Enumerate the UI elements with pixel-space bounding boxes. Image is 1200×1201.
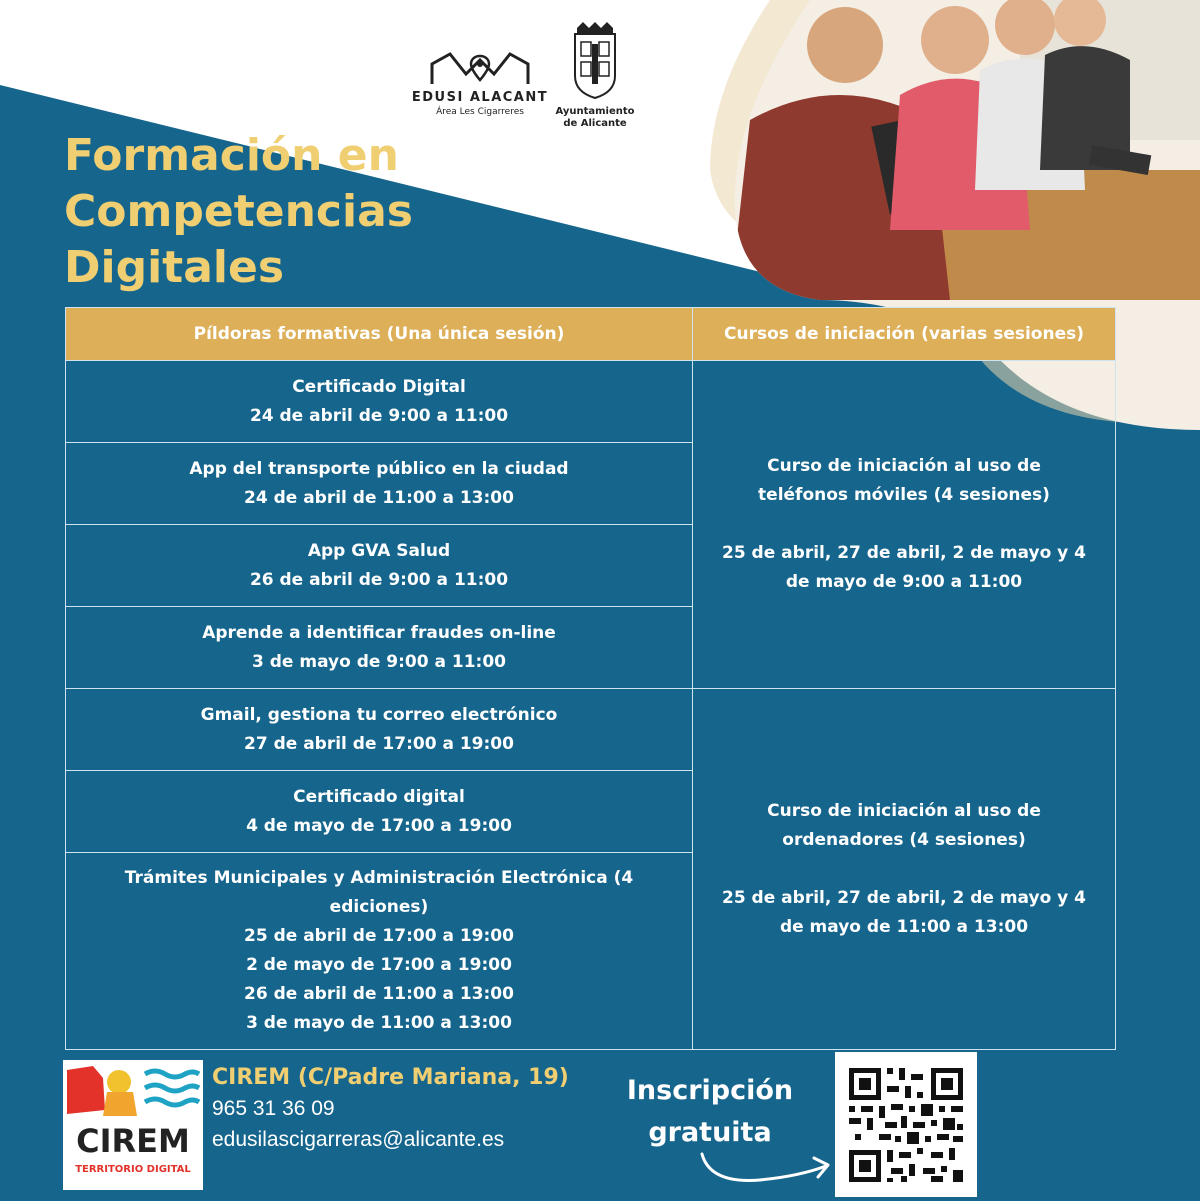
cirem-address: CIREM (C/Padre Mariana, 19) — [212, 1065, 569, 1090]
coat-of-arms-icon — [565, 20, 625, 102]
table-header-row — [66, 308, 1116, 361]
pildora-title: Certificado digital — [293, 786, 465, 807]
header-cursos: Cursos de iniciación (varias sesiones) — [693, 308, 1116, 361]
ayuntamiento-line1: Ayuntamiento — [555, 106, 635, 117]
pildora-title: Aprende a identificar fraudes on-line — [202, 622, 556, 643]
cirem-logo — [63, 1060, 203, 1190]
pildora-title: App GVA Salud — [307, 540, 451, 561]
pildora-cell — [66, 771, 693, 853]
cirem-logo-sub: TERRITORIO DIGITAL — [75, 1164, 191, 1175]
curso-title: ordenadores (4 sesiones) — [782, 829, 1026, 850]
pildora-date: 3 de mayo de 9:00 a 11:00 — [251, 651, 507, 672]
pildora-date: 4 de mayo de 17:00 a 19:00 — [246, 815, 512, 836]
edusi-subtitle: Área Les Cigarreres — [436, 107, 524, 117]
pildora-cell — [66, 361, 693, 443]
pildora-date: 3 de mayo de 11:00 a 13:00 — [246, 1013, 512, 1033]
pildora-date: 24 de abril de 11:00 a 13:00 — [244, 487, 514, 508]
pildora-cell — [66, 607, 693, 689]
title-line: Formación en — [64, 130, 399, 181]
header-pildoras: Píldoras formativas (Una única sesión) — [66, 308, 693, 361]
curso-cell-ordenadores — [693, 689, 1116, 1050]
curso-cell-moviles — [693, 361, 1116, 689]
pildora-title: Certificado Digital — [292, 376, 466, 397]
pildora-cell — [66, 443, 693, 525]
pildora-date: 26 de abril de 11:00 a 13:00 — [244, 984, 514, 1004]
curso-title: Curso de iniciación al uso de — [767, 456, 1041, 476]
qr-code-icon — [835, 1052, 977, 1197]
pildora-date: 24 de abril de 9:00 a 11:00 — [249, 405, 509, 426]
pildora-cell — [66, 525, 693, 607]
pildora-cell — [66, 853, 693, 1050]
table-row — [66, 689, 1116, 771]
curso-dates: de mayo de 9:00 a 11:00 — [785, 572, 1023, 592]
table-row — [66, 361, 1116, 443]
title-line: Digitales — [64, 242, 285, 293]
footer — [0, 1050, 1200, 1200]
ayuntamiento-line2: de Alicante — [563, 118, 627, 129]
edusi-name: EDUSI ALACANT — [411, 90, 549, 105]
curso-dates: de mayo de 11:00 a 13:00 — [779, 916, 1029, 937]
inscripcion-label — [615, 1070, 805, 1154]
spacer — [703, 855, 1105, 884]
curso-dates: 25 de abril, 27 de abril, 2 de mayo y 4 — [721, 543, 1087, 563]
cirem-logo-graphic — [63, 1060, 203, 1190]
curso-title: teléfonos móviles (4 sesiones) — [758, 485, 1050, 505]
curso-dates: 25 de abril, 27 de abril, 2 de mayo y 4 — [721, 887, 1087, 908]
inscripcion-line: Inscripción — [626, 1075, 794, 1106]
mountain-pin-icon — [430, 50, 530, 88]
pildora-title: ediciones) — [329, 897, 429, 917]
cirem-contact — [212, 1063, 569, 1155]
schedule-table — [65, 307, 1116, 1050]
logos-area — [410, 20, 660, 150]
curso-title: Curso de iniciación al uso de — [767, 800, 1041, 821]
qr-code[interactable] — [835, 1052, 977, 1197]
ayuntamiento-logo — [555, 20, 635, 150]
page-title — [64, 128, 413, 296]
pildora-date: 2 de mayo de 17:00 a 19:00 — [246, 955, 512, 975]
pildora-title: Trámites Municipales y Administración Electrónica (4 — [124, 868, 634, 888]
pildora-date: 25 de abril de 17:00 a 19:00 — [244, 926, 514, 946]
pildora-date: 27 de abril de 17:00 a 19:00 — [244, 733, 514, 754]
pildora-date: 26 de abril de 9:00 a 11:00 — [249, 569, 509, 590]
cirem-email[interactable]: edusilascigarreras@alicante.es — [212, 1128, 505, 1151]
arrow-icon — [690, 1150, 835, 1190]
edusi-logo — [410, 50, 550, 145]
pildora-cell — [66, 689, 693, 771]
title-line: Competencias — [64, 186, 413, 237]
spacer — [703, 510, 1105, 539]
cirem-logo-text: CIREM — [76, 1122, 190, 1160]
pildora-title: App del transporte público en la ciudad — [189, 458, 569, 479]
cirem-phone[interactable]: 965 31 36 09 — [212, 1097, 335, 1120]
pildora-title: Gmail, gestiona tu correo electrónico — [200, 704, 558, 725]
inscripcion-line: gratuita — [648, 1117, 772, 1148]
